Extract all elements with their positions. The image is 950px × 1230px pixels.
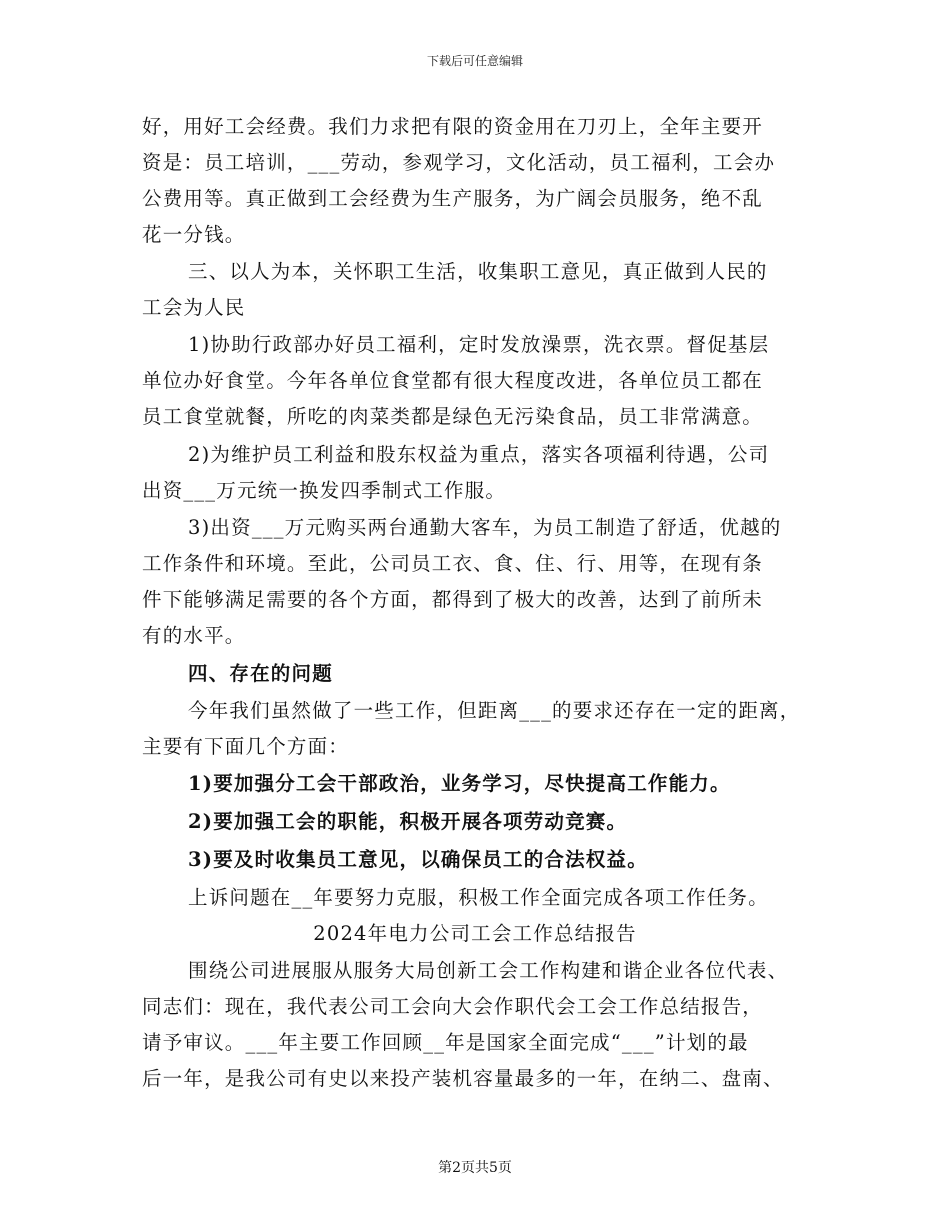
section-heading-three: 三、以人为本，关怀职工生活，收集职工意见，真正做到人民的 [188, 260, 768, 283]
paragraph-line: 好，用好工会经费。我们力求把有限的资金用在刀刃上，全年主要开 [142, 115, 764, 138]
report-title: 2024年电力公司工会工作总结报告 [313, 922, 637, 945]
paragraph-line: 有的水平。 [142, 624, 246, 647]
paragraph-line: 后一年，是我公司有史以来投产装机容量最多的一年，在纳二、盘南、 [142, 1067, 784, 1090]
paragraph-line: 公费用等。真正做到工会经费为生产服务，为广阔会员服务，绝不乱 [142, 187, 764, 210]
paragraph-line: 出资___万元统一换发四季制式工作服。 [142, 479, 507, 502]
list-item: 3)出资___万元购买两台通勤大客车，为员工制造了舒适，优越的 [188, 516, 782, 539]
list-item: 2)为维护员工利益和股东权益为重点，落实各项福利待遇，公司 [188, 443, 770, 466]
paragraph-line: 请予审议。___年主要工作回顾__年是国家全面完成“___”计划的最 [142, 1031, 749, 1054]
paragraph-line: 工作条件和环境。至此，公司员工衣、食、住、行、用等，在现有条 [142, 552, 764, 575]
paragraph-line: 今年我们虽然做了一些工作，但距离___的要求还存在一定的距离， [188, 699, 801, 722]
paragraph-line: 资是：员工培训，___劳动，参观学习，文化活动，员工福利，工会办 [142, 151, 776, 174]
list-item: 1)协助行政部办好员工福利，定时发放澡票，洗衣票。督促基层 [188, 333, 770, 356]
page-header: 下载后可任意编辑 [426, 54, 523, 68]
paragraph-line: 单位办好食堂。今年各单位食堂都有很大程度改进，各单位员工都在 [142, 369, 764, 392]
paragraph-line: 工会为人民 [142, 296, 246, 319]
list-item: 2)要加强工会的职能，积极开展各项劳动竞赛。 [188, 810, 628, 833]
paragraph-line: 件下能够满足需要的各个方面，都得到了极大的改善，达到了前所未 [142, 588, 764, 611]
page-number: 第2页共5页 [438, 1160, 512, 1176]
paragraph-line: 同志们：现在，我代表公司工会向大会作职代会工会工作总结报告， [142, 995, 764, 1018]
list-item: 3)要及时收集员工意见，以确保员工的合法权益。 [188, 848, 648, 871]
paragraph-line: 花一分钱。 [142, 223, 246, 246]
paragraph-line: 员工食堂就餐，所吃的肉菜类都是绿色无污染食品，员工非常满意。 [142, 405, 764, 428]
list-item: 1)要加强分工会干部政治，业务学习，尽快提高工作能力。 [188, 772, 731, 795]
section-heading-four: 四、存在的问题 [188, 662, 333, 685]
paragraph-line: 围绕公司进展服从服务大局创新工会工作构建和谐企业各位代表、 [188, 959, 789, 982]
paragraph-line: 主要有下面几个方面： [142, 735, 350, 758]
paragraph-line: 上诉问题在__年要努力克服，积极工作全面完成各项工作任务。 [188, 886, 769, 909]
